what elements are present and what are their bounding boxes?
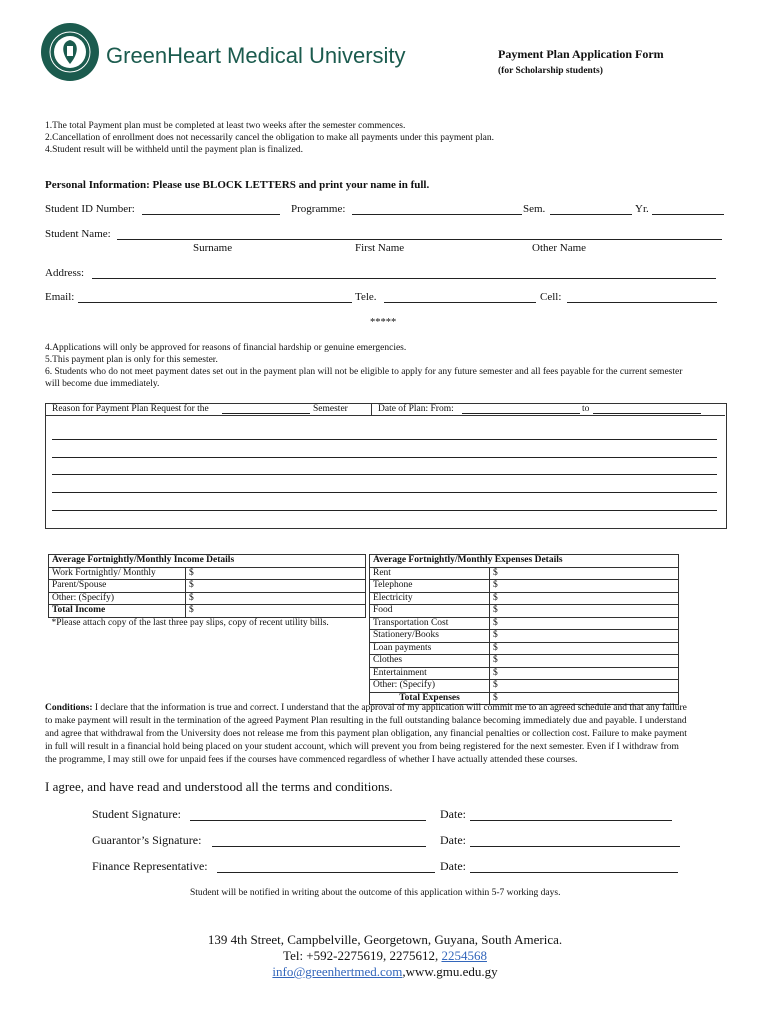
programme-label: Programme: [291, 203, 346, 215]
table-row [49, 580, 366, 593]
date-from-field[interactable] [462, 413, 580, 414]
table-row [370, 667, 679, 680]
student-id-label: Student ID Number: [45, 203, 135, 215]
date-to-field[interactable] [593, 413, 701, 414]
footer-tel-link[interactable]: 2254568 [441, 948, 487, 963]
conditions-label: Conditions: [45, 703, 93, 713]
student-name-label: Student Name: [45, 228, 111, 240]
income-value[interactable]: $ [186, 567, 366, 580]
date-to-label: to [582, 404, 590, 414]
student-id-field[interactable] [142, 214, 280, 215]
expenses-table [369, 554, 679, 705]
expense-value[interactable]: $ [490, 605, 679, 618]
cell-label: Cell: [540, 291, 562, 303]
footer-contact [0, 964, 770, 980]
conditions-line: to make payment will result in the termination of the agreed Payment Plan resulting in the full outstanding balance becoming immediately due and payable. I understand [45, 716, 687, 726]
guarantor-signature-field[interactable] [212, 846, 426, 847]
university-seal [40, 22, 100, 82]
address-label: Address: [45, 267, 85, 279]
reason-line[interactable] [52, 457, 717, 458]
reason-line[interactable] [52, 474, 717, 475]
note-line: 2.Cancellation of enrollment does not necessarily cancel the obligation to make all payments under this payment plan. [45, 133, 495, 143]
table-row [370, 580, 679, 593]
footer-tel [0, 948, 770, 964]
form-subtitle: (for Scholarship students) [498, 66, 603, 76]
table-row [370, 567, 679, 580]
income-heading: Average Fortnightly/Monthly Income Details [49, 555, 366, 568]
footer-website: ,www.gmu.edu.gy [402, 964, 498, 979]
income-label: Other: (Specify) [49, 592, 186, 605]
expense-label: Rent [370, 567, 490, 580]
note-line: 1.The total Payment plan must be completed at least two weeks after the semester commences. [45, 121, 406, 131]
table-row [370, 592, 679, 605]
note-line: will become due immediately. [45, 379, 160, 389]
expense-label: Clothes [370, 655, 490, 668]
expense-value[interactable]: $ [490, 680, 679, 693]
table-row [49, 592, 366, 605]
tele-label: Tele. [355, 291, 377, 303]
table-row [370, 655, 679, 668]
expense-label: Food [370, 605, 490, 618]
income-value[interactable]: $ [186, 580, 366, 593]
guarantor-date-field[interactable] [470, 846, 680, 847]
reason-header-split [371, 403, 372, 415]
guarantor-signature-label: Guarantor’s Signature: [92, 833, 202, 847]
income-value[interactable]: $ [186, 592, 366, 605]
conditions-text: I declare that the information is true and correct. I understand that the approval of my application will commit me to an agreed schedule and that any failure [92, 703, 687, 713]
student-name-field[interactable] [117, 239, 722, 240]
semester-field[interactable] [222, 413, 310, 414]
expense-value[interactable]: $ [490, 655, 679, 668]
note-line: 5.This payment plan is only for this semester. [45, 355, 218, 365]
total-expenses-label: Total Expenses [370, 692, 490, 705]
student-signature-label: Student Signature: [92, 807, 181, 821]
expense-label: Telephone [370, 580, 490, 593]
footer-tel-prefix: Tel: +592-2275619, 2275612, [283, 948, 442, 963]
expense-label: Stationery/Books [370, 630, 490, 643]
date-label: Date: [440, 833, 466, 847]
university-name: GreenHeart Medical University [106, 43, 406, 68]
personal-heading: Personal Information: Please use BLOCK LETTERS and print your name in full. [45, 179, 430, 191]
expense-label: Transportation Cost [370, 617, 490, 630]
reason-line[interactable] [52, 439, 717, 440]
income-label: Parent/Spouse [49, 580, 186, 593]
expense-label: Loan payments [370, 642, 490, 655]
expense-value[interactable]: $ [490, 592, 679, 605]
expense-value[interactable]: $ [490, 580, 679, 593]
notification-text: Student will be notified in writing about the outcome of this application within 5-7 working days. [190, 888, 561, 898]
expense-value[interactable]: $ [490, 630, 679, 643]
student-signature-field[interactable] [190, 820, 426, 821]
income-table [48, 554, 366, 629]
yr-label: Yr. [635, 203, 649, 215]
total-income-label: Total Income [49, 605, 186, 618]
date-label: Date: [440, 859, 466, 873]
yr-field[interactable] [652, 214, 724, 215]
table-row [49, 605, 366, 618]
conditions-line [45, 703, 687, 713]
reason-suffix: Semester [313, 404, 348, 414]
total-expenses-value[interactable]: $ [490, 692, 679, 705]
footer-address: 139 4th Street, Campbelville, Georgetown, Guyana, South America. [207, 932, 563, 947]
conditions-line: in full will result in a financial hold being placed on your student account, which will prevent you from being registered for the next semester. Even if I withdraw from [45, 742, 679, 752]
expense-value[interactable]: $ [490, 642, 679, 655]
sem-label: Sem. [523, 203, 546, 215]
cell-field[interactable] [567, 302, 717, 303]
email-field[interactable] [78, 302, 352, 303]
table-row [370, 630, 679, 643]
first-name-label: First Name [355, 242, 405, 254]
address-field[interactable] [92, 278, 716, 279]
reason-line[interactable] [52, 510, 717, 511]
date-from-label: Date of Plan: From: [378, 404, 454, 414]
total-income-value[interactable]: $ [186, 605, 366, 618]
sem-field[interactable] [550, 214, 632, 215]
finance-date-field[interactable] [470, 872, 678, 873]
expenses-heading: Average Fortnightly/Monthly Expenses Details [370, 555, 679, 568]
reason-line[interactable] [52, 492, 717, 493]
table-row [370, 605, 679, 618]
expense-value[interactable]: $ [490, 567, 679, 580]
programme-field[interactable] [352, 214, 522, 215]
table-row [370, 680, 679, 693]
conditions-line: and agree that withdrawal from the University does not release me from this payment plan obligation, any financial penalties or collection cost. Failure to make payment [45, 729, 687, 739]
note-line: 4.Student result will be withheld until the payment plan is finalized. [45, 145, 304, 155]
form-title: Payment Plan Application Form [498, 47, 664, 61]
tele-field[interactable] [384, 302, 536, 303]
date-label: Date: [440, 807, 466, 821]
finance-rep-label: Finance Representative: [92, 859, 208, 873]
note-line: 6. Students who do not meet payment dates set out in the payment plan will not be eligible to apply for any future semester and all fees payable for the current semester [45, 367, 683, 377]
expense-label: Other: (Specify) [370, 680, 490, 693]
footer-email-link[interactable]: info@greenhertmed.com [272, 964, 403, 979]
conditions-line: the programme, I may still owe for unpaid fees if the courses have commenced regardless of whether I have actually attended these courses. [45, 755, 578, 765]
expense-label: Entertainment [370, 667, 490, 680]
table-row [49, 567, 366, 580]
table-row [370, 617, 679, 630]
expense-label: Electricity [370, 592, 490, 605]
expense-value[interactable]: $ [490, 617, 679, 630]
table-row [370, 642, 679, 655]
email-label: Email: [45, 291, 75, 303]
expense-value[interactable]: $ [490, 667, 679, 680]
reason-prefix: Reason for Payment Plan Request for the [52, 404, 209, 414]
separator-stars: ***** [370, 317, 397, 328]
student-date-field[interactable] [470, 820, 672, 821]
surname-label: Surname [193, 242, 233, 254]
other-name-label: Other Name [532, 242, 587, 254]
agreement-statement: I agree, and have read and understood all the terms and conditions. [45, 779, 393, 794]
income-note: *Please attach copy of the last three pay slips, copy of recent utility bills. [49, 617, 366, 629]
note-line: 4.Applications will only be approved for reasons of financial hardship or genuine emergencies. [45, 343, 407, 353]
finance-rep-field[interactable] [217, 872, 435, 873]
income-label: Work Fortnightly/ Monthly [49, 567, 186, 580]
